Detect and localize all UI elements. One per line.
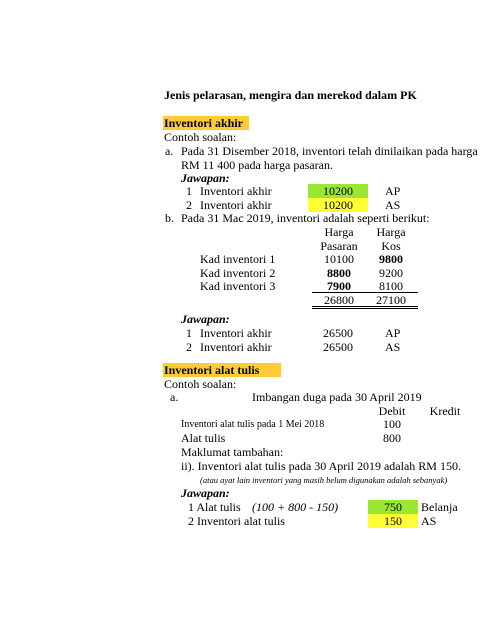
- card-2-pasaran: 8800: [327, 266, 351, 280]
- answer-a2-value: 10200: [308, 198, 368, 212]
- card-3-kos: 8100: [379, 279, 403, 293]
- col-kos-header2: Kos: [381, 239, 401, 253]
- card-1-pasaran: 10100: [324, 252, 354, 266]
- answer-b2-code: AS: [385, 340, 401, 354]
- page-title: Jenis pelarasan, mengira dan merekod dalam PK: [164, 88, 417, 102]
- card-3-pasaran: 7900: [327, 279, 351, 293]
- row-alat-tulis-debit: 800: [383, 431, 401, 445]
- answer-c2-label: 2 Inventori alat tulis: [188, 514, 285, 528]
- answer-c1-value: 750: [368, 500, 418, 514]
- item-marker-a: a.: [165, 144, 174, 158]
- contoh-soalan-label-2: Contoh soalan:: [164, 377, 237, 391]
- question-a-line2: RM 11 400 pada harga pasaran.: [181, 158, 333, 172]
- card-1-kos: 9800: [379, 252, 403, 266]
- total-rule-double-2: [312, 308, 418, 309]
- answer-b2-no: 2: [186, 340, 192, 354]
- row-inventori-label: Inventori alat tulis pada 1 Mei 2018: [181, 419, 325, 430]
- contoh-soalan-label: Contoh soalan:: [164, 130, 237, 144]
- answer-b1-code: AP: [385, 326, 401, 340]
- col-pasaran-header1: Harga: [324, 225, 354, 239]
- answer-a2-no: 2: [186, 198, 192, 212]
- card-1-label: Kad inventori 1: [200, 252, 276, 266]
- answer-a1-code: AP: [385, 184, 401, 198]
- answer-b1-no: 1: [186, 326, 192, 340]
- answer-a1-no: 1: [186, 184, 192, 198]
- maklumat-tambahan-label: Maklumat tambahan:: [181, 445, 284, 459]
- jawapan-label-3: Jawapan:: [181, 486, 230, 500]
- imbangan-duga-title: Imbangan duga pada 30 April 2019: [252, 390, 422, 404]
- item-marker-a-2: a.: [170, 390, 179, 404]
- row-inventori-debit: 100: [383, 417, 401, 431]
- info-ii: ii). Inventori alat tulis pada 30 April 2019 adalah RM 150.: [181, 459, 461, 473]
- answer-b2-value: 26500: [323, 340, 353, 354]
- total-rule-double-1: [312, 306, 418, 307]
- answer-a2-label: Inventori akhir: [200, 198, 272, 212]
- section-heading-inventori-akhir: Inventori akhir: [163, 116, 249, 130]
- answer-b1-label: Inventori akhir: [200, 326, 272, 340]
- total-kos: 27100: [376, 293, 406, 307]
- card-2-label: Kad inventori 2: [200, 266, 276, 280]
- answer-c1-code: Belanja: [421, 500, 458, 514]
- col-kos-header1: Harga: [376, 225, 406, 239]
- answer-c2-value: 150: [368, 514, 418, 528]
- answer-c1-label: 1 Alat tulis: [188, 500, 241, 514]
- answer-c2-code: AS: [421, 514, 437, 528]
- jawapan-label: Jawapan:: [181, 171, 230, 185]
- section-heading-inventori-alat-tulis: Inventori alat tulis: [163, 363, 281, 377]
- answer-a2-code: AS: [385, 198, 401, 212]
- answer-b2-label: Inventori akhir: [200, 340, 272, 354]
- total-pasaran: 26800: [324, 293, 354, 307]
- kredit-header: Kredit: [429, 404, 461, 418]
- answer-a1-label: Inventori akhir: [200, 184, 272, 198]
- answer-b1-value: 26500: [323, 326, 353, 340]
- item-marker-b: b.: [165, 211, 174, 225]
- row-alat-tulis-label: Alat tulis: [181, 431, 226, 445]
- jawapan-label-2: Jawapan:: [181, 312, 230, 326]
- info-note: (atau ayat lain inventori yang masih belum digunakan adalah sebanyak): [200, 475, 448, 485]
- question-b-line1: Pada 31 Mac 2019, inventori adalah seperti berikut:: [181, 211, 430, 225]
- debit-header: Debit: [378, 404, 406, 418]
- card-2-kos: 9200: [379, 266, 403, 280]
- question-a-line1: Pada 31 Disember 2018, inventori telah dinilaikan pada harga: [181, 144, 478, 158]
- answer-a1-value: 10200: [308, 184, 368, 198]
- col-pasaran-header2: Pasaran: [320, 239, 358, 253]
- answer-c1-calc: (100 + 800 - 150): [252, 500, 339, 514]
- card-3-label: Kad inventori 3: [200, 279, 276, 293]
